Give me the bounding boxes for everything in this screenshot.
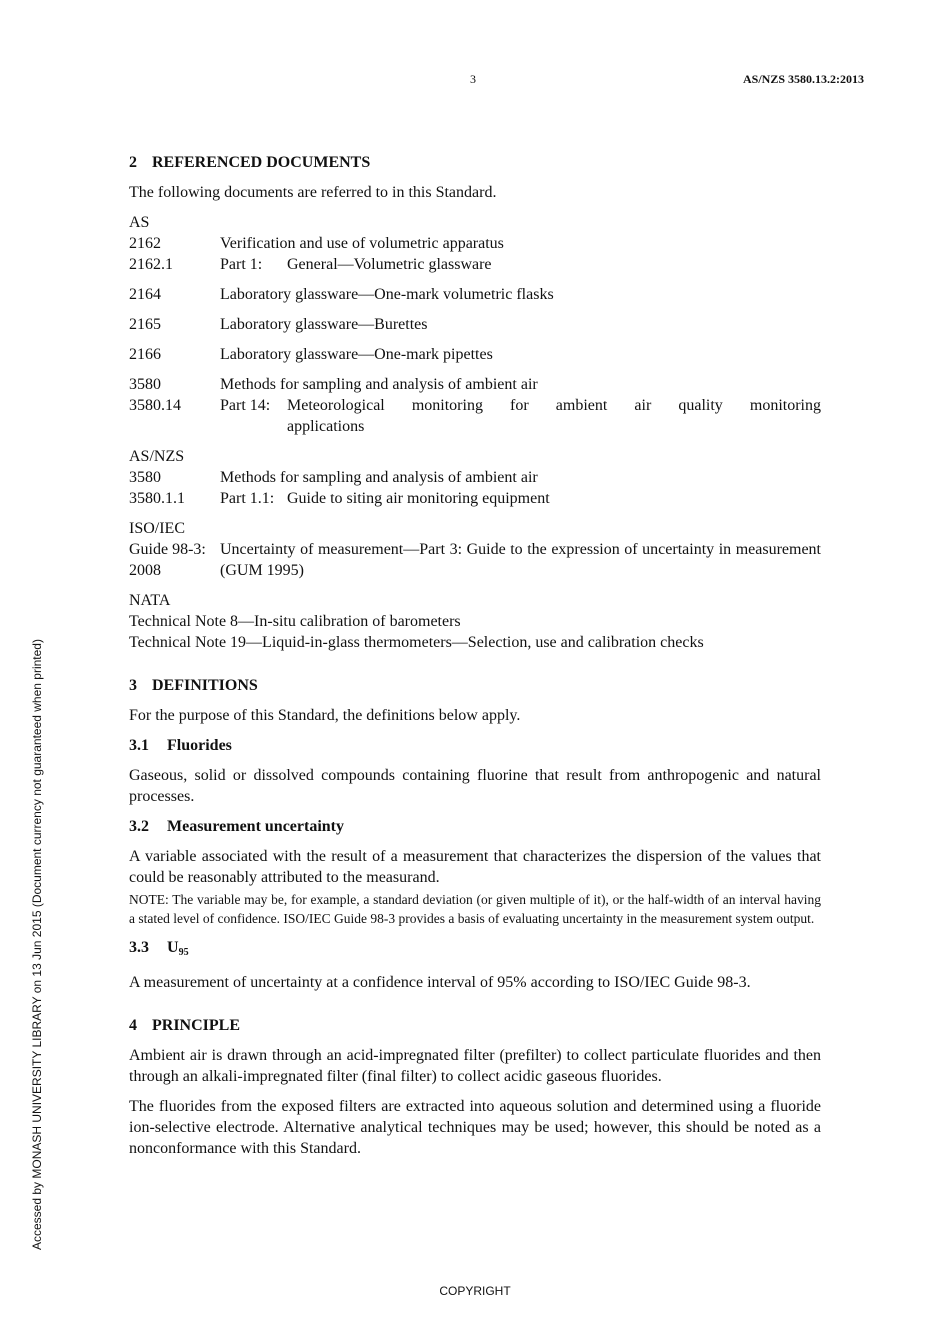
- definition-3-1-text: Gaseous, solid or dissolved compounds containing fluorine that result from anthropogenic and natural processes.: [129, 767, 821, 805]
- section-2-heading: 2 REFERENCED DOCUMENTS: [129, 154, 371, 171]
- definition-3-3-heading: 3.3 $U_{95}$: [129, 939, 189, 958]
- reference-row: 2165 Laboratory glassware—Burettes: [129, 316, 428, 333]
- definition-3-3-text: A measurement of uncertainty at a confidence interval of 95% according to ISO/IEC Guide 98-3.: [129, 974, 751, 991]
- org-label: AS/NZS: [129, 448, 185, 465]
- reference-row: Technical Note 8—In-situ calibration of barometers: [129, 613, 461, 630]
- reference-row: 3580 Methods for sampling and analysis of ambient air: [129, 469, 538, 486]
- reference-row: 2166 Laboratory glassware—One-mark pipettes: [129, 346, 493, 363]
- document-body: [129, 152, 821, 1168]
- reference-row: 3580.1.1 Part 1.1: Guide to siting air monitoring equipment: [129, 490, 550, 507]
- page-number: 3: [470, 72, 476, 86]
- section-3-intro: For the purpose of this Standard, the definitions below apply.: [129, 707, 521, 724]
- definition-3-2-text: A variable associated with the result of a measurement that characterizes the dispersion of the values that could be reasonably attributed to the measurand.: [129, 848, 821, 886]
- section-3-heading: 3 DEFINITIONS: [129, 677, 258, 694]
- reference-row: 3580 Methods for sampling and analysis of ambient air: [129, 376, 538, 393]
- reference-row: 2162 Verification and use of volumetric apparatus: [129, 235, 504, 252]
- reference-row: 2162.1 Part 1: General—Volumetric glassware: [129, 256, 492, 273]
- asnzs-references: [129, 446, 821, 509]
- definition-3-2-note: NOTE: The variable may be, for example, a standard deviation (or given multiple of it), or the half-width of an interval having a stated level of confidence. ISO/IEC Guide 98-3 provides a basis of evaluating uncertainty in the measurement system output.: [129, 892, 821, 926]
- nata-references: [129, 590, 821, 653]
- isoiec-references: [129, 518, 821, 581]
- reference-row: 3580.14 Part 14: Meteorological monitoring for ambient air quality monitoring applications: [129, 397, 821, 435]
- standard-number: AS/NZS 3580.13.2:2013: [742, 72, 864, 86]
- section-4-paragraph-2: The fluorides from the exposed filters are extracted into aqueous solution and determined using a fluoride ion-selective electrode. Alternative analytical techniques may be used; however, this should be noted as a nonconformance with this Standard.: [129, 1098, 821, 1157]
- definition-3-2-heading: 3.2 Measurement uncertainty: [129, 818, 344, 835]
- as-references: [129, 212, 821, 437]
- reference-row: Guide 98-3: 2008 Uncertainty of measurement—Part 3: Guide to the expression of uncertainty in measurement (GUM 1995): [129, 541, 821, 579]
- reference-row: 2164 Laboratory glassware—One-mark volumetric flasks: [129, 286, 554, 303]
- copyright-footer: COPYRIGHT: [439, 1284, 511, 1298]
- section-2-intro: The following documents are referred to in this Standard.: [129, 184, 497, 201]
- reference-row: Technical Note 19—Liquid-in-glass thermometers—Selection, use and calibration checks: [129, 634, 704, 651]
- org-label: ISO/IEC: [129, 520, 185, 537]
- org-label: AS: [129, 214, 150, 231]
- definition-3-1-heading: 3.1 Fluorides: [129, 737, 232, 754]
- section-4-paragraph-1: Ambient air is drawn through an acid-impregnated filter (prefilter) to collect particulate fluorides and then through an alkali-impregnated filter (final filter) to collect acidic gaseous fluorides.: [129, 1047, 821, 1085]
- section-4-heading: 4 PRINCIPLE: [129, 1017, 241, 1034]
- access-notice: Accessed by MONASH UNIVERSITY LIBRARY on 13 Jun 2015 (Document currency not guaranteed when printed): [30, 639, 44, 1250]
- org-label: NATA: [129, 592, 171, 609]
